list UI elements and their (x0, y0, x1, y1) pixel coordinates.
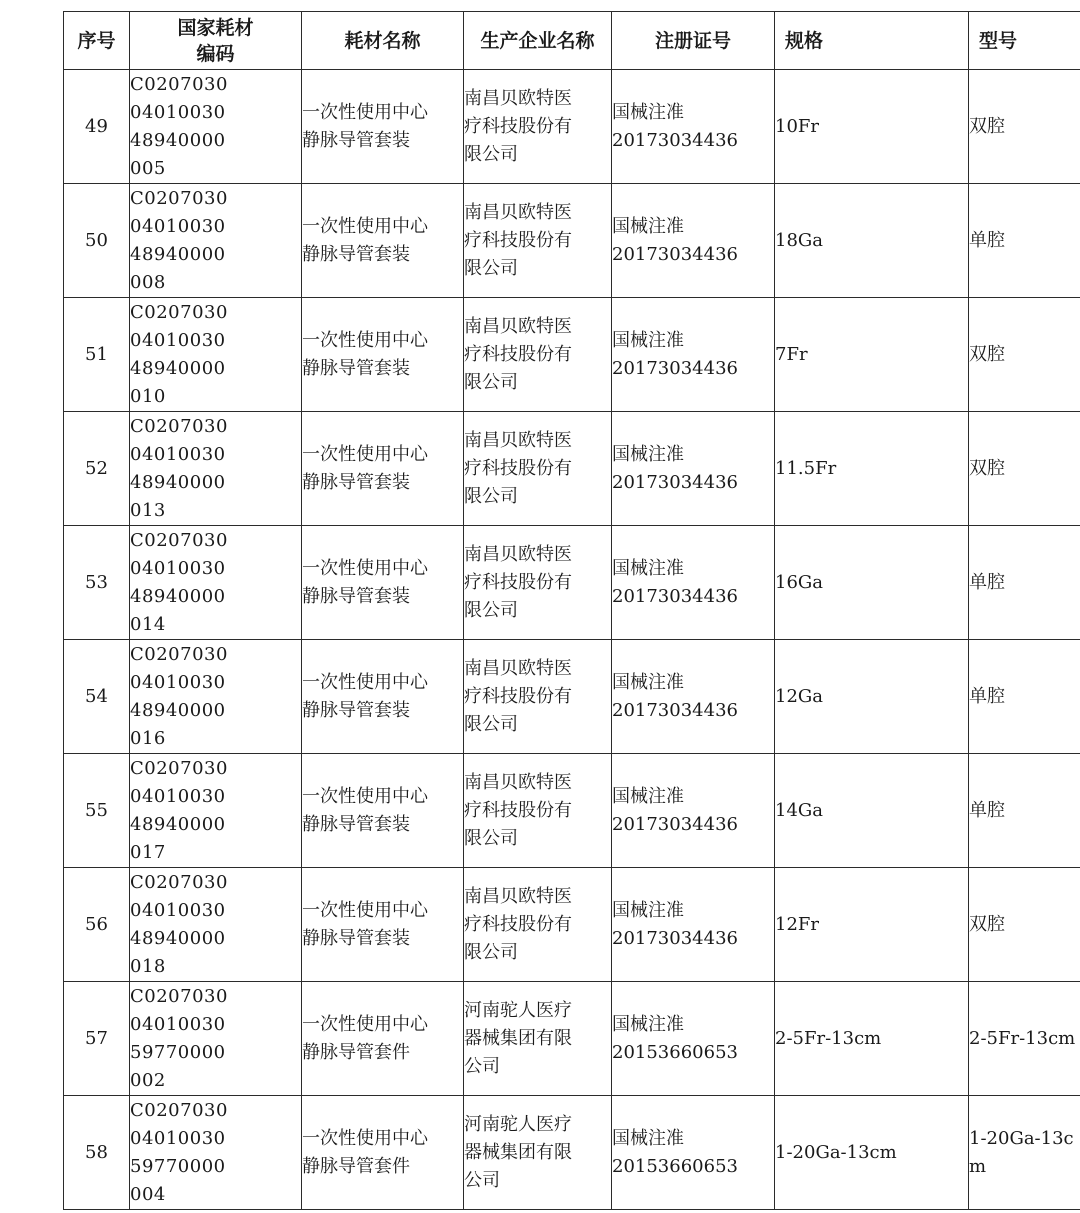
header-code-line: 国家耗材 (177, 16, 254, 39)
cell-manufacturer-line: 疗科技股份有 (464, 799, 572, 821)
cell-spec-line: 7Fr (775, 343, 808, 365)
cell-registration (612, 982, 775, 1096)
cell-manufacturer (464, 754, 612, 868)
cell-spec (775, 1096, 969, 1210)
cell-code-line: 010 (130, 385, 166, 407)
cell-registration-line: 国械注准 (612, 1127, 684, 1149)
cell-code-line: 48940000 (130, 471, 226, 493)
cell-seq: 54 (64, 640, 130, 754)
cell-spec-line: 12Fr (775, 913, 819, 935)
cell-manufacturer-line: 公司 (464, 1169, 500, 1191)
header-code (130, 12, 302, 70)
cell-code-line: C0207030 (130, 187, 228, 209)
table-row (64, 70, 1080, 184)
cell-name-line: 静脉导管套装 (302, 585, 410, 607)
cell-model (969, 298, 1080, 412)
cell-manufacturer (464, 868, 612, 982)
cell-code-line: C0207030 (130, 415, 228, 437)
cell-code-line: 48940000 (130, 699, 226, 721)
cell-name (302, 70, 464, 184)
cell-seq: 58 (64, 1096, 130, 1210)
header-spec: 规格 (775, 12, 969, 70)
cell-code (130, 868, 302, 982)
cell-seq: 51 (64, 298, 130, 412)
cell-manufacturer-line: 器械集团有限 (464, 1027, 572, 1049)
cell-code-line: 48940000 (130, 129, 226, 151)
cell-code-line: 014 (130, 613, 166, 635)
cell-model (969, 640, 1080, 754)
cell-spec (775, 754, 969, 868)
cell-manufacturer-line: 南昌贝欧特医 (464, 429, 572, 451)
cell-code-line: 04010030 (130, 1127, 226, 1149)
cell-code-line: 48940000 (130, 585, 226, 607)
cell-spec-line: 2-5Fr-13cm (775, 1027, 882, 1049)
cell-code-line: C0207030 (130, 1099, 228, 1121)
cell-model (969, 868, 1080, 982)
cell-registration-line: 国械注准 (612, 443, 684, 465)
cell-manufacturer-line: 限公司 (464, 257, 518, 279)
table-row (64, 184, 1080, 298)
cell-registration-line: 国械注准 (612, 329, 684, 351)
cell-manufacturer-line: 疗科技股份有 (464, 457, 572, 479)
cell-registration-line: 20173034436 (612, 813, 738, 835)
cell-name (302, 298, 464, 412)
cell-model-line: 1-20Ga-13c (969, 1127, 1074, 1149)
header-name: 耗材名称 (302, 12, 464, 70)
cell-name-line: 一次性使用中心 (302, 899, 428, 921)
cell-code-line: C0207030 (130, 871, 228, 893)
cell-code-line: 48940000 (130, 357, 226, 379)
cell-model-line: 双腔 (969, 115, 1005, 137)
cell-manufacturer-line: 限公司 (464, 713, 518, 735)
cell-code-line: C0207030 (130, 757, 228, 779)
cell-model-line: 双腔 (969, 913, 1005, 935)
cell-model-line: 单腔 (969, 685, 1005, 707)
table-row (64, 868, 1080, 982)
cell-registration-line: 20173034436 (612, 243, 738, 265)
table-body (64, 70, 1080, 1210)
header-model: 型号 (969, 12, 1080, 70)
cell-code (130, 412, 302, 526)
cell-registration (612, 298, 775, 412)
cell-code (130, 70, 302, 184)
cell-manufacturer-line: 疗科技股份有 (464, 229, 572, 251)
cell-registration-line: 20173034436 (612, 585, 738, 607)
cell-registration-line: 20173034436 (612, 699, 738, 721)
cell-code-line: C0207030 (130, 529, 228, 551)
cell-code-line: 002 (130, 1069, 166, 1091)
cell-name (302, 412, 464, 526)
cell-code-line: 04010030 (130, 443, 226, 465)
cell-code-line: 013 (130, 499, 166, 521)
cell-name-line: 一次性使用中心 (302, 1127, 428, 1149)
cell-code-line: C0207030 (130, 73, 228, 95)
cell-name-line: 静脉导管套装 (302, 927, 410, 949)
cell-manufacturer-line: 限公司 (464, 827, 518, 849)
cell-manufacturer-line: 南昌贝欧特医 (464, 315, 572, 337)
cell-manufacturer-line: 疗科技股份有 (464, 115, 572, 137)
cell-code-line: 008 (130, 271, 166, 293)
cell-manufacturer (464, 640, 612, 754)
cell-name (302, 754, 464, 868)
cell-code-line: 04010030 (130, 671, 226, 693)
cell-seq: 55 (64, 754, 130, 868)
header-code-line: 编码 (196, 42, 235, 65)
cell-code-line: 48940000 (130, 243, 226, 265)
cell-spec (775, 982, 969, 1096)
cell-registration-line: 国械注准 (612, 785, 684, 807)
cell-manufacturer-line: 南昌贝欧特医 (464, 543, 572, 565)
table-row (64, 1096, 1080, 1210)
cell-manufacturer (464, 184, 612, 298)
cell-seq: 49 (64, 70, 130, 184)
cell-registration-line: 国械注准 (612, 671, 684, 693)
cell-manufacturer-line: 南昌贝欧特医 (464, 885, 572, 907)
cell-manufacturer-line: 南昌贝欧特医 (464, 201, 572, 223)
cell-model-line: 单腔 (969, 229, 1005, 251)
cell-spec (775, 412, 969, 526)
cell-spec-line: 14Ga (775, 799, 824, 821)
cell-name-line: 一次性使用中心 (302, 443, 428, 465)
cell-spec (775, 70, 969, 184)
cell-name-line: 静脉导管套件 (302, 1155, 410, 1177)
cell-registration (612, 754, 775, 868)
cell-manufacturer-line: 公司 (464, 1055, 500, 1077)
cell-code-line: C0207030 (130, 301, 228, 323)
cell-name (302, 1096, 464, 1210)
cell-model (969, 982, 1080, 1096)
cell-seq: 56 (64, 868, 130, 982)
cell-name (302, 640, 464, 754)
cell-manufacturer-line: 南昌贝欧特医 (464, 771, 572, 793)
cell-spec-line: 10Fr (775, 115, 819, 137)
cell-registration-line: 20173034436 (612, 927, 738, 949)
cell-registration-line: 20173034436 (612, 357, 738, 379)
cell-spec (775, 184, 969, 298)
cell-manufacturer-line: 限公司 (464, 485, 518, 507)
cell-spec-line: 1-20Ga-13cm (775, 1141, 897, 1163)
cell-manufacturer-line: 疗科技股份有 (464, 343, 572, 365)
cell-registration (612, 526, 775, 640)
cell-registration (612, 70, 775, 184)
cell-name-line: 一次性使用中心 (302, 101, 428, 123)
cell-name (302, 982, 464, 1096)
cell-code-line: 016 (130, 727, 166, 749)
cell-seq: 53 (64, 526, 130, 640)
cell-spec (775, 298, 969, 412)
cell-model (969, 70, 1080, 184)
cell-model (969, 1096, 1080, 1210)
cell-name-line: 一次性使用中心 (302, 329, 428, 351)
cell-code-line: C0207030 (130, 643, 228, 665)
cell-code (130, 1096, 302, 1210)
table-row (64, 982, 1080, 1096)
cell-registration (612, 1096, 775, 1210)
cell-registration-line: 国械注准 (612, 215, 684, 237)
header-seq: 序号 (64, 12, 130, 70)
cell-name-line: 一次性使用中心 (302, 785, 428, 807)
table-row (64, 754, 1080, 868)
cell-registration-line: 国械注准 (612, 899, 684, 921)
cell-name-line: 静脉导管套件 (302, 1041, 410, 1063)
cell-name-line: 静脉导管套装 (302, 699, 410, 721)
header-manufacturer: 生产企业名称 (464, 12, 612, 70)
cell-model (969, 754, 1080, 868)
cell-code-line: 04010030 (130, 329, 226, 351)
cell-code (130, 298, 302, 412)
cell-manufacturer-line: 南昌贝欧特医 (464, 87, 572, 109)
cell-seq: 50 (64, 184, 130, 298)
cell-manufacturer (464, 298, 612, 412)
cell-name-line: 一次性使用中心 (302, 215, 428, 237)
cell-registration-line: 20173034436 (612, 471, 738, 493)
cell-name-line: 静脉导管套装 (302, 813, 410, 835)
cell-code (130, 754, 302, 868)
cell-code (130, 982, 302, 1096)
cell-code-line: 004 (130, 1183, 166, 1205)
cell-code-line: 04010030 (130, 785, 226, 807)
cell-code-line: 59770000 (130, 1155, 226, 1177)
cell-spec-line: 16Ga (775, 571, 824, 593)
table-row (64, 640, 1080, 754)
cell-code-line: 04010030 (130, 1013, 226, 1035)
cell-manufacturer-line: 器械集团有限 (464, 1141, 572, 1163)
cell-manufacturer (464, 412, 612, 526)
cell-model (969, 412, 1080, 526)
cell-registration (612, 640, 775, 754)
cell-name-line: 静脉导管套装 (302, 243, 410, 265)
cell-spec (775, 640, 969, 754)
cell-model-line: 2-5Fr-13cm (969, 1027, 1076, 1049)
cell-code (130, 640, 302, 754)
cell-manufacturer-line: 限公司 (464, 599, 518, 621)
cell-manufacturer (464, 526, 612, 640)
cell-manufacturer-line: 河南驼人医疗 (464, 999, 572, 1021)
cell-model-line: m (969, 1155, 987, 1177)
cell-code-line: 005 (130, 157, 166, 179)
cell-model-line: 单腔 (969, 571, 1005, 593)
cell-code-line: 48940000 (130, 927, 226, 949)
cell-registration-line: 国械注准 (612, 101, 684, 123)
cell-model-line: 双腔 (969, 343, 1005, 365)
cell-manufacturer (464, 982, 612, 1096)
cell-manufacturer-line: 疗科技股份有 (464, 685, 572, 707)
cell-registration-line: 20153660653 (612, 1155, 738, 1177)
cell-name-line: 一次性使用中心 (302, 671, 428, 693)
cell-manufacturer-line: 疗科技股份有 (464, 571, 572, 593)
cell-manufacturer-line: 限公司 (464, 371, 518, 393)
cell-code-line: C0207030 (130, 985, 228, 1007)
cell-code-line: 017 (130, 841, 166, 863)
cell-seq: 57 (64, 982, 130, 1096)
cell-code-line: 48940000 (130, 813, 226, 835)
table-header-row (64, 12, 1080, 70)
cell-manufacturer-line: 河南驼人医疗 (464, 1113, 572, 1135)
table-row (64, 298, 1080, 412)
consumables-table (63, 11, 1080, 1210)
cell-manufacturer-line: 限公司 (464, 143, 518, 165)
table-row (64, 412, 1080, 526)
cell-seq: 52 (64, 412, 130, 526)
cell-name-line: 静脉导管套装 (302, 471, 410, 493)
cell-model-line: 双腔 (969, 457, 1005, 479)
cell-registration (612, 184, 775, 298)
cell-name (302, 526, 464, 640)
cell-manufacturer-line: 疗科技股份有 (464, 913, 572, 935)
cell-code-line: 018 (130, 955, 166, 977)
cell-name-line: 静脉导管套装 (302, 357, 410, 379)
cell-spec-line: 12Ga (775, 685, 824, 707)
table-row (64, 526, 1080, 640)
cell-code-line: 04010030 (130, 899, 226, 921)
cell-model (969, 184, 1080, 298)
cell-manufacturer-line: 限公司 (464, 941, 518, 963)
cell-model-line: 单腔 (969, 799, 1005, 821)
cell-name (302, 868, 464, 982)
cell-manufacturer (464, 70, 612, 184)
cell-spec-line: 11.5Fr (775, 457, 837, 479)
cell-name-line: 一次性使用中心 (302, 1013, 428, 1035)
cell-registration (612, 412, 775, 526)
cell-spec-line: 18Ga (775, 229, 824, 251)
cell-spec (775, 526, 969, 640)
cell-registration-line: 国械注准 (612, 557, 684, 579)
cell-model (969, 526, 1080, 640)
cell-code-line: 04010030 (130, 557, 226, 579)
cell-code-line: 04010030 (130, 101, 226, 123)
cell-code (130, 526, 302, 640)
cell-registration-line: 国械注准 (612, 1013, 684, 1035)
cell-registration-line: 20173034436 (612, 129, 738, 151)
cell-name (302, 184, 464, 298)
cell-name-line: 一次性使用中心 (302, 557, 428, 579)
cell-code-line: 59770000 (130, 1041, 226, 1063)
cell-code (130, 184, 302, 298)
cell-manufacturer (464, 1096, 612, 1210)
cell-code-line: 04010030 (130, 215, 226, 237)
cell-name-line: 静脉导管套装 (302, 129, 410, 151)
cell-registration (612, 868, 775, 982)
header-registration: 注册证号 (612, 12, 775, 70)
cell-spec (775, 868, 969, 982)
cell-manufacturer-line: 南昌贝欧特医 (464, 657, 572, 679)
cell-registration-line: 20153660653 (612, 1041, 738, 1063)
